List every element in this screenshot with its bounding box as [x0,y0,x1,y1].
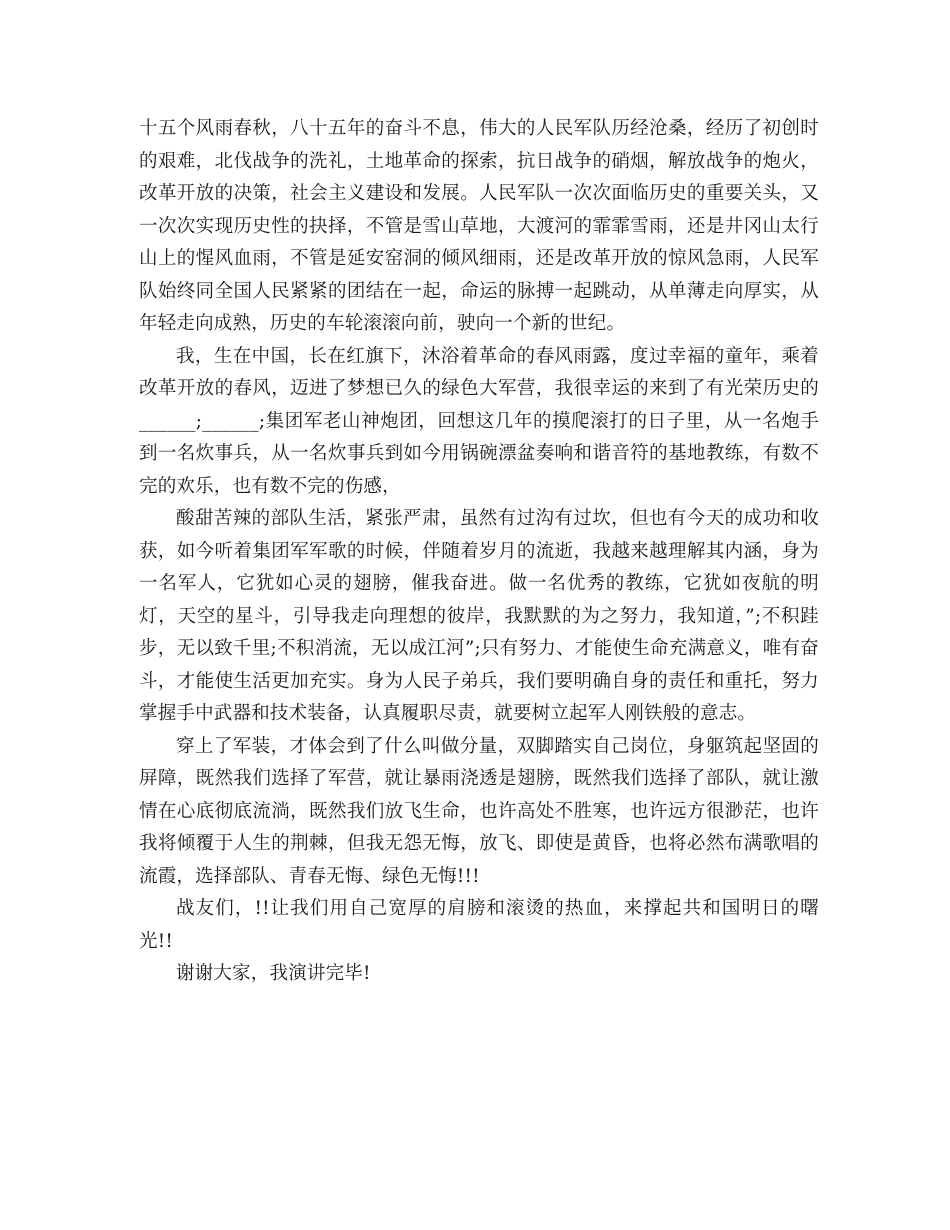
paragraph-personal-journey: 我，生在中国，长在红旗下，沐浴着革命的春风雨露，度过幸福的童年，乘着改革开放的春风，迈进了梦想已久的绿色大军营，我很幸运的来到了有光荣历史的______;______;集团军老山神炮团，回想这几年的摸爬滚打的日子里，从一名炮手到一名炊事兵，从一名炊事兵到如今用锅碗漂盆奏响和谐音符的基地教练，有数不完的欢乐，也有数不完的伤感， [139,345,819,497]
paragraph-closing: 谢谢大家，我演讲完毕! [176,963,371,984]
speech-body [139,113,819,991]
paragraph-history: 十五个风雨春秋，八十五年的奋斗不息，伟大的人民军队历经沧桑，经历了初创时的艰难，北伐战争的洗礼，土地革命的探索，抗日战争的硝烟，解放战争的炮火，改革开放的决策，社会主义建设和发展。人民军队一次次面临历史的重要关头，又一次次实现历史性的抉择，不管是雪山草地，大渡河的霏霏雪雨，还是井冈山太行山上的惺风血雨，不管是延安窑洞的倾风细雨，还是改革开放的惊风急雨，人民军队始终同全国人民紧紧的团结在一起，命运的脉搏一起跳动，从单薄走向厚实，从年轻走向成熟，历史的车轮滚滚向前，驶向一个新的世纪。 [139,118,819,334]
paragraph-army-life: 酸甜苦辣的部队生活，紧张严肃，虽然有过沟有过坎，但也有今天的成功和收获，如今听着集团军军歌的时候，伴随着岁月的流逝，我越来越理解其内涵，身为一名军人，它犹如心灵的翅膀，催我奋进。做一名优秀的教练，它犹如夜航的明灯，天空的星斗，引导我走向理想的彼岸，我默默的为之努力，我知道，”;不积跬步，无以致千里;不积消流，无以成江河”;只有努力、才能使生命充满意义，唯有奋斗，才能使生活更加充实。身为人民子弟兵，我们要明确自身的责任和重托，努力掌握手中武器和技术装备，认真履职尽责，就要树立起军人刚铁般的意志。 [139,508,819,724]
paragraph-comrades: 战友们，!!让我们用自己宽厚的肩膀和滚烫的热血，来撑起共和国明日的曙光!! [139,898,819,952]
paragraph-uniform: 穿上了军装，才体会到了什么叫做分量，双脚踏实自己岗位，身躯筑起坚固的屏障，既然我们选择了军营，就让暴雨浇透是翅膀，既然我们选择了部队，就让激情在心底彻底流淌，既然我们放飞生命，也许高处不胜寒，也许远方很渺茫，也许我将倾覆于人生的荆棘，但我无怨无悔，放飞、即使是黄昏，也将必然布满歌唱的流霞，选择部队、青春无悔、绿色无悔!!! [139,735,819,887]
